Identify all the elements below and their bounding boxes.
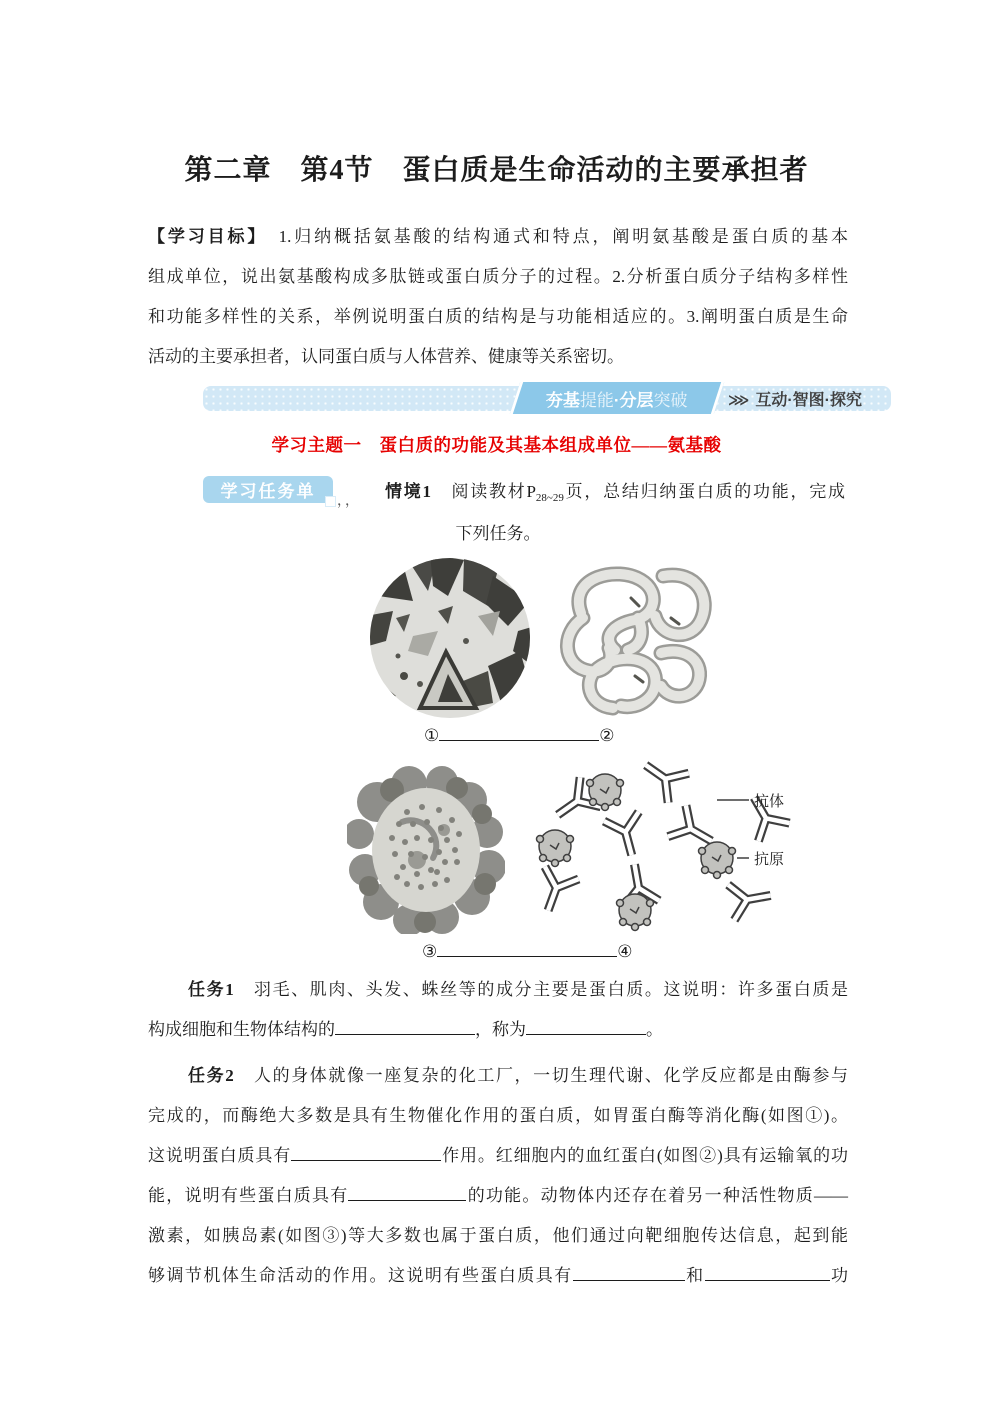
task-2-line: 够调节机体生命活动的作用。这说明有些蛋白质具有 和 功	[148, 1256, 848, 1296]
badge-notch	[325, 496, 336, 507]
task-2-line: 任务2 人的身体就像一座复杂的化工厂，一切生理代谢、化学反应都是由酶参与	[188, 1066, 849, 1085]
task-sheet-badge-label: 学习任务单	[220, 482, 316, 501]
scenario-label: 情境1	[385, 482, 431, 501]
objectives-line	[148, 217, 848, 257]
answer-blank	[439, 722, 599, 741]
task-2-line: 能，说明有些蛋白质具有 的功能。动物体内还存在着另一种活性物质——	[148, 1176, 848, 1216]
figure-2-protein-structure-model	[543, 558, 718, 718]
figure-caption-3-4	[422, 938, 633, 964]
figure-caption-1-2	[424, 722, 615, 748]
objectives-line: 活动的主要承担者，认同蛋白质与人体营养、健康等关系密切。	[148, 347, 624, 366]
answer-blank	[573, 1262, 685, 1281]
objectives-line: 组成单位，说出氨基酸构成多肽链或蛋白质分子的过程。2.分析蛋白质分子结构多样性	[148, 267, 848, 286]
circled-2: ②	[599, 725, 615, 745]
figure-3-islet-micrograph	[347, 762, 505, 934]
objectives-text: 1.归纳概括氨基酸的结构通式和特点，阐明氨基酸是蛋白质的基本	[258, 227, 849, 246]
task-1-line: 任务1 羽毛、肌肉、头发、蛛丝等的成分主要是蛋白质。这说明：许多蛋白质是	[188, 980, 849, 999]
task-sheet-badge	[203, 476, 333, 503]
task-2-line: 激素，如胰岛素(如图③)等大多数也属于蛋白质，他们通过向靶细胞传达信息，起到能	[148, 1226, 848, 1245]
answer-blank	[348, 1182, 466, 1201]
circled-1: ①	[424, 725, 440, 745]
banner-ribbon	[510, 382, 724, 414]
antigen-label: 抗原	[754, 852, 785, 868]
answer-blank	[335, 1016, 475, 1035]
triple-chevron-icon: ⋙	[728, 392, 750, 409]
figure-1-enzyme-crystals-micrograph	[368, 556, 533, 721]
learning-objectives	[148, 217, 848, 377]
objectives-line: 和功能多样性的关系，举例说明蛋白质的结构是与功能相适应的。3.阐明蛋白质是生命	[148, 307, 848, 326]
task-2-line: 这说明蛋白质具有 作用。红细胞内的血红蛋白(如图②)具有运输氧的功	[148, 1136, 848, 1176]
circled-4: ④	[617, 941, 633, 961]
task-2-line: 完成的，而酶绝大多数是具有生物催化作用的蛋白质，如胃蛋白酶等消化酶(如图①)。	[148, 1106, 848, 1125]
section-banner	[203, 386, 891, 411]
answer-blank	[291, 1142, 441, 1161]
task-1-line: 构成细胞和生物体结构的 ，称为 。	[148, 1010, 848, 1050]
task-2	[148, 1056, 848, 1296]
scenario-1: 情境1 阅读教材$P_{28\sim 29}$页，总结归纳蛋白质的功能，完成	[385, 482, 846, 504]
figure-4-antibody-antigen-diagram	[517, 758, 805, 936]
task-1	[148, 970, 848, 1050]
badge-marks: ，，	[337, 494, 360, 509]
objectives-label: 【学习目标】	[148, 227, 259, 246]
scenario-1-continued: 下列任务。	[455, 524, 541, 543]
answer-blank	[437, 938, 617, 957]
banner-ribbon-text: 夯基提能·分层突破	[546, 390, 688, 410]
page-range-subscript: 28~29	[535, 492, 564, 504]
theme-heading: 学习主题一 蛋白质的功能及其基本组成单位——氨基酸	[271, 435, 722, 455]
answer-blank	[526, 1016, 646, 1035]
document-title: 第二章 第4节 蛋白质是生命活动的主要承担者	[184, 155, 809, 186]
antibody-label: 抗体	[754, 794, 785, 810]
task-2-label: 任务2	[188, 1066, 234, 1085]
circled-3: ③	[422, 941, 438, 961]
banner-subtitle: ⋙ 互动·智图·探究	[728, 392, 863, 409]
task-1-label: 任务1	[188, 980, 234, 999]
answer-blank	[705, 1262, 830, 1281]
